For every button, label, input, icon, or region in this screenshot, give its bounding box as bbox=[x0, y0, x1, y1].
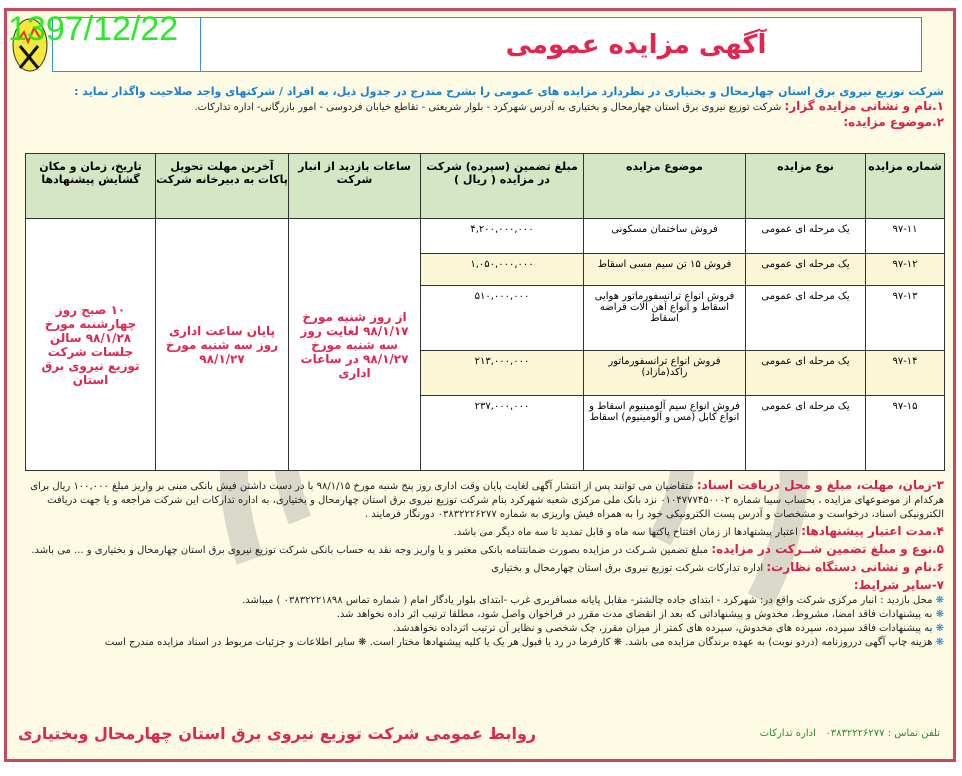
auction-subject: فروش ۱۵ تن سیم مسی اسقاط bbox=[584, 254, 746, 286]
contact-label: تلفن تماس : bbox=[887, 728, 940, 739]
section-6 bbox=[14, 560, 944, 576]
auction-amount: ۲۱۳,۰۰۰,۰۰۰ bbox=[421, 351, 584, 396]
section-5-label: ۵.نوع و مبلغ تضمین شــرکت در مزایده: bbox=[711, 542, 944, 556]
auction-subject: فروش انواع ترانسفورماتور راکد(مازاد) bbox=[584, 351, 746, 396]
conditions-block bbox=[14, 478, 944, 652]
header-amount: مبلغ تضمین (سپرده) شرکت در مزایده ( ریال ) bbox=[421, 154, 584, 219]
header-visit-hours: ساعات بازدید از انبار شرکت bbox=[289, 154, 421, 219]
auction-type: یک مرحله ای عمومی bbox=[746, 219, 866, 254]
header-number: شماره مزایده bbox=[866, 154, 945, 219]
auction-number: ۹۷-۱۳ bbox=[866, 286, 945, 351]
auction-subject: فروش ساختمان مسکونی bbox=[584, 219, 746, 254]
header-opening: تاریخ، زمان و مکان گشایش پیشنهادها bbox=[26, 154, 156, 219]
section-6-label: ۶.نام و نشانی دستگاه نظارت: bbox=[766, 560, 944, 574]
condition-text: به پیشنهادات فاقد امضا، مشروط، مخدوش و پیشنهاداتی که بعد از انقضای مدت مقرر در فراخوان واصل شود، مطلقا ترتیب اثر داده نخواهد شد. bbox=[336, 609, 933, 620]
condition-item: ❋ به پیشنهادات فاقد سپرده، سپرده های مخدوش، سپرده های کمتر از میزان مقرر، چک شخصی و نظایر آن ترتیب اثرداده نخواهدشد. bbox=[392, 623, 944, 634]
section-7 bbox=[14, 578, 944, 650]
title-box bbox=[200, 17, 922, 72]
deadline: پایان ساعت اداری روز سه شنبه مورخ ۹۸/۱/۲۷ bbox=[156, 219, 289, 471]
condition-text: هزینه چاپ آگهی درروزنامه (دردو نوبت) به عهده برندگان مزایده می باشد. ❋ کارفرما در رد یا قبول هر یک یا کلیه پیشنهادها مختار است. ❋ سایر اطلاعات و جزئیات مربوط در اسناد مزایده مندرج است bbox=[104, 637, 933, 648]
section-1 bbox=[14, 99, 944, 115]
section-5-text: مبلغ تضمین شـرکت در مزایده بصورت ضمانتنامه بانکی معتبر و یا واریز وجه نقد به حساب بانکی شرکت توزیع نیروی برق استان چهارمحال و بختیاری و ... می باشد. bbox=[31, 545, 709, 556]
section-4 bbox=[14, 524, 944, 540]
auction-number: ۹۷-۱۵ bbox=[866, 396, 945, 471]
section-2-label: ۲.موضوع مزایده: bbox=[843, 115, 944, 129]
section-3 bbox=[14, 478, 944, 522]
section-1-text: شرکت توزیع نیروی برق استان چهارمحال و بختیاری به آدرس شهرکرد - بلوار شریعتی - تقاطع خیابان فردوسی - امور بازرگانی- اداره تدارکات. bbox=[194, 102, 782, 113]
auction-subject: فروش انواع ترانسفورماتور هوایی اسقاط و انواع آهن آلات قراضه اسقاط bbox=[584, 286, 746, 351]
contact-dept: اداره تدارکات bbox=[759, 728, 816, 739]
header-deadline: آخرین مهلت تحویل پاکات به دبیرخانه شرکت bbox=[156, 154, 289, 219]
auction-amount: ۲۳۷,۰۰۰,۰۰۰ bbox=[421, 396, 584, 471]
intro-text: شرکت توزیع نیروی برق استان چهارمحال و بختیاری در نظردارد مزایده های عمومی را بشرح مندرج در جدول ذیل، به افراد / شرکتهای واجد صلاحیت واگذار نماید : bbox=[74, 85, 944, 98]
table-row bbox=[26, 219, 945, 254]
auction-type: یک مرحله ای عمومی bbox=[746, 396, 866, 471]
condition-item: ❋ محل بازدید : انبار مرکزی شرکت واقع در: شهرکرد - ابتدای جاده چالشتر- مقابل پایانه مسافربری غرب -ابتدای بلوار یادگار امام ( شماره تماس ۰۳۸۳۲۲۲۱۸۹۸ ) میباشد. bbox=[242, 595, 944, 606]
auction-type: یک مرحله ای عمومی bbox=[746, 254, 866, 286]
auction-type: یک مرحله ای عمومی bbox=[746, 286, 866, 351]
condition-text: محل بازدید : انبار مرکزی شرکت واقع در: شهرکرد - ابتدای جاده چالشتر- مقابل پایانه مسافربری غرب -ابتدای بلوار یادگار امام ( شماره تماس ۰۳۸۳۲۲۲۱۸۹۸ ) میباشد. bbox=[242, 595, 933, 606]
contact-phone: ۰۳۸۳۲۲۲۶۲۷۷ bbox=[825, 728, 885, 739]
auction-number: ۹۷-۱۲ bbox=[866, 254, 945, 286]
visit-hours: از روز شنبه مورخ ۹۸/۱/۱۷ لغایت روز سه شنبه مورخ ۹۸/۱/۲۷ در ساعات اداری bbox=[289, 219, 421, 471]
intro-block bbox=[14, 84, 944, 131]
opening-time: ۱۰ صبح روز چهارشنبه مورخ ۹۸/۱/۲۸ سالن جلسات شرکت توزیع نیروی برق استان bbox=[26, 219, 156, 471]
auction-table bbox=[25, 153, 945, 471]
section-3-text: متقاضیان می توانند پس از انتشار آگهی لغایت پایان وقت اداری روز پنج شنبه مورخ ۹۸/۱/۱۵ با در دست داشتن فیش بانکی مبنی بر واریز مبلغ ۱۰۰,۰۰۰ ریال برای هرکدام از موضوعهای مزایده ، بحساب سیبا شماره ۰۱۰۴۷۷۷۴۵۰۰۰۲ نزد بانک ملی مرکزی شعبه شهرکرد بنام شرکت توزیع نیروی برق استان چهارمحال و بختیاری، به اداره تدارکات این شرکت مراجعه و یا جهت دریافت الکترونیکی اسناد، درخواست و مشخصات و آدرس پست الکترونیکی خود را به همراه فیش واریزی به شماره ۰۳۸۳۲۲۲۶۲۷۷ دورنگار فرمایند . bbox=[30, 481, 944, 520]
header-type: نوع مزایده bbox=[746, 154, 866, 219]
auction-amount: ۴,۲۰۰,۰۰۰,۰۰۰ bbox=[421, 219, 584, 254]
section-1-label: ۱.نام و نشانی مزایده گزار: bbox=[784, 99, 944, 113]
auction-amount: ۵۱۰,۰۰۰,۰۰۰ bbox=[421, 286, 584, 351]
auction-amount: ۱,۰۵۰,۰۰۰,۰۰۰ bbox=[421, 254, 584, 286]
auction-number: ۹۷-۱۴ bbox=[866, 351, 945, 396]
header-subject: موضوع مزایده bbox=[584, 154, 746, 219]
auction-type: یک مرحله ای عمومی bbox=[746, 351, 866, 396]
section-3-label: ۳-زمان، مهلت، مبلغ و محل دریافت اسناد: bbox=[696, 478, 944, 492]
condition-item: ❋ هزینه چاپ آگهی درروزنامه (دردو نوبت) به عهده برندگان مزایده می باشد. ❋ کارفرما در رد یا قبول هر یک یا کلیه پیشنهادها مختار است. ❋ سایر اطلاعات و جزئیات مربوط در اسناد مزایده مندرج است bbox=[104, 637, 944, 648]
section-6-text: اداره تدارکات شرکت توزیع نیروی برق استان چهارمحال و بختیاری bbox=[491, 563, 764, 574]
section-2 bbox=[14, 115, 944, 131]
footer-signature: روابط عمومی شرکت توزیع نیروی برق استان چهارمحال وبختیاری bbox=[18, 724, 537, 743]
condition-text: به پیشنهادات فاقد سپرده، سپرده های مخدوش، سپرده های کمتر از میزان مقرر، چک شخصی و نظایر آن ترتیب اثرداده نخواهدشد. bbox=[392, 623, 933, 634]
condition-item: ❋ به پیشنهادات فاقد امضا، مشروط، مخدوش و پیشنهاداتی که بعد از انقضای مدت مقرر در فراخوان واصل شود، مطلقا ترتیب اثر داده نخواهد شد. bbox=[336, 609, 944, 620]
section-4-label: ۴.مدت اعتبار پیشنهادها: bbox=[801, 524, 944, 538]
section-5 bbox=[14, 542, 944, 558]
auction-number: ۹۷-۱۱ bbox=[866, 219, 945, 254]
auction-subject: فروش انواع سیم آلومینیوم اسقاط و انواع کابل (مس و آلومینیوم) اسقاط bbox=[584, 396, 746, 471]
contact-info bbox=[760, 728, 940, 739]
page-title: آگهی مزایده عمومی bbox=[505, 30, 767, 60]
section-4-text: اعتبار پیشنهادها از زمان افتتاح پاکتها سه ماه و قابل تمدید تا سه ماه دیگر می باشد. bbox=[453, 527, 798, 538]
date-stamp: 1397/12/22 bbox=[8, 10, 179, 48]
section-7-label: ۷-سایر شرایط: bbox=[853, 578, 944, 592]
